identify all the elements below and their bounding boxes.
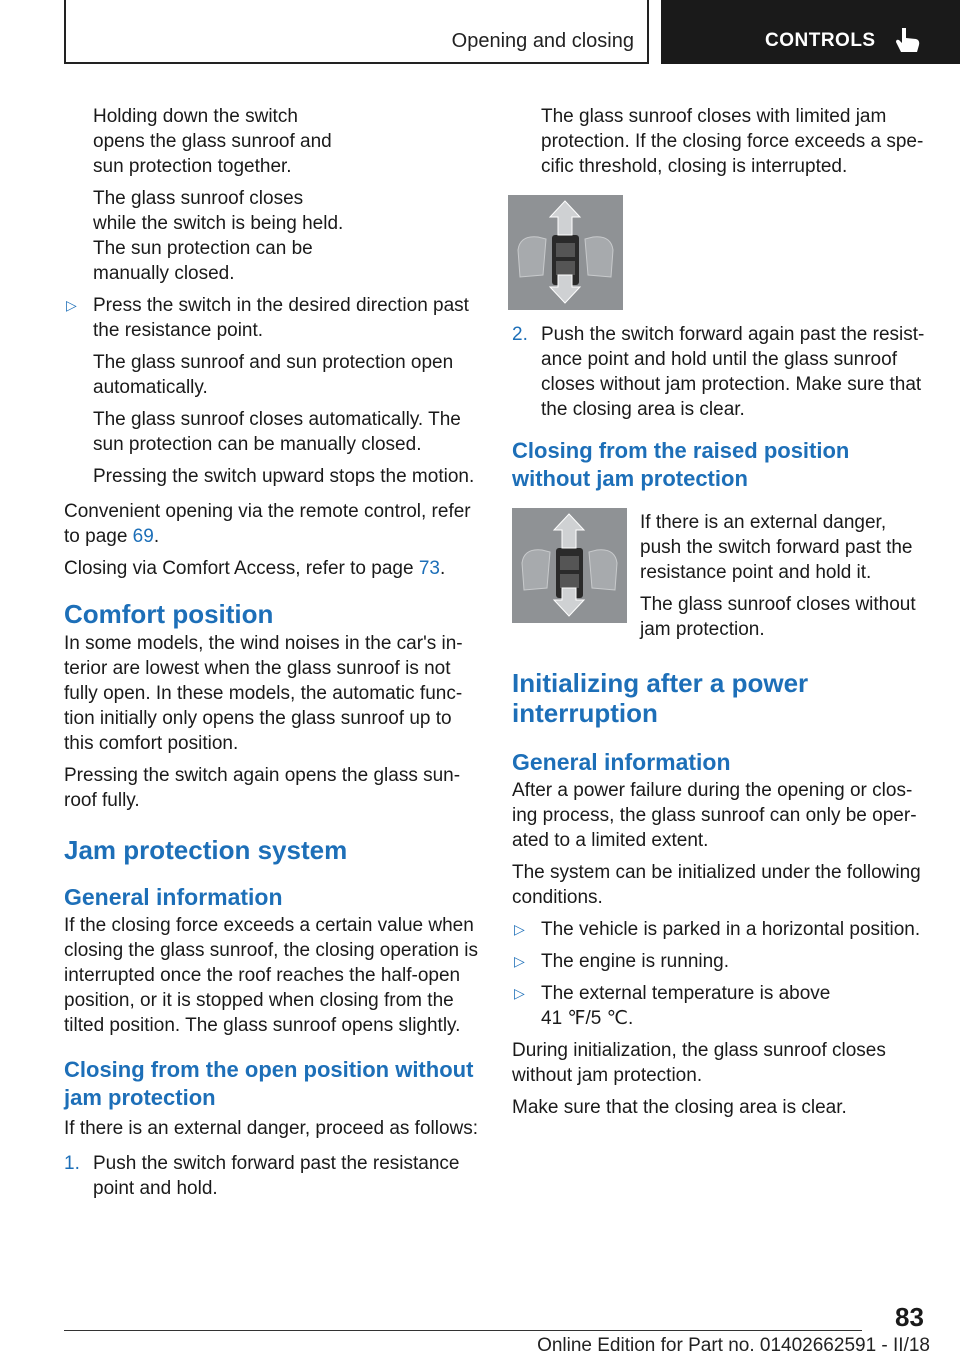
closing-open-position-heading: Closing from the open position without jam protection bbox=[64, 1057, 474, 1110]
raised-paragraph-2: The glass sunroof closes without jam protection. bbox=[640, 594, 916, 640]
page-link-73[interactable]: 73 bbox=[418, 558, 440, 579]
during-initialization-paragraph: During initialization, the glass sunroof closes without jam protection. bbox=[512, 1040, 886, 1086]
text-line: while the switch is being held. bbox=[93, 213, 344, 234]
condition-text: The external temperature is above 41 ℉/5 ℃. bbox=[541, 983, 831, 1029]
text-line: opens the glass sunroof and bbox=[93, 131, 332, 152]
general-information-heading: General information bbox=[64, 884, 283, 910]
condition-item bbox=[512, 917, 930, 942]
general-information-heading: General information bbox=[512, 749, 731, 775]
closing-raised-position-heading: Closing from the raised position without jam protection bbox=[512, 438, 850, 491]
step-number: 1. bbox=[64, 1153, 80, 1174]
bullet-text: Pressing the switch upward stops the motion. bbox=[93, 466, 475, 487]
text-line: The glass sunroof closes bbox=[93, 188, 304, 209]
initializing-heading: Initializing after a power interruption bbox=[512, 668, 809, 728]
bullet-text: Press the switch in the desired direction past the resistance point. bbox=[93, 295, 469, 341]
sunroof-switch-illustration bbox=[512, 508, 627, 623]
footer-divider bbox=[64, 1330, 862, 1331]
text-line: Holding down the switch bbox=[93, 106, 298, 127]
general-information-paragraph: If the closing force exceeds a certain value when closing the glass sunroof, the closing operation is interrupted once the roof reaches the half-open position, or it is stopped when closing from the tilted position. The glass sunroof opens slightly. bbox=[64, 915, 479, 1036]
header-chapter-title: CONTROLS bbox=[765, 30, 876, 51]
comfort-access-text: Closing via Comfort Access, refer to page bbox=[64, 558, 419, 579]
external-danger-paragraph: If there is an external danger, proceed as follows: bbox=[64, 1118, 479, 1139]
condition-text: The engine is running. bbox=[541, 951, 730, 972]
bullet-text: The glass sunroof closes automatically. The sun protection can be manually closed. bbox=[93, 409, 461, 455]
bullet-text: The glass sunroof and sun protection open automatically. bbox=[93, 352, 454, 398]
left-column bbox=[64, 104, 484, 1208]
comfort-position-heading: Comfort position bbox=[64, 599, 274, 629]
power-failure-paragraph: After a power failure during the opening or closing process, the glass sunroof can only be operated to a limited extent. bbox=[512, 780, 917, 851]
closing-area-paragraph: Make sure that the closing area is clear. bbox=[512, 1097, 847, 1118]
remote-reference: Convenient opening via the remote control, refer to page 69. bbox=[64, 501, 471, 547]
text-line: sun protection together. bbox=[93, 156, 292, 177]
jam-protection-heading: Jam protection system bbox=[64, 835, 348, 865]
intro-paragraph-1 bbox=[64, 104, 484, 179]
pointing-hand-icon bbox=[892, 26, 922, 54]
conditions-paragraph: The system can be initialized under the following conditions. bbox=[512, 862, 921, 908]
text-line: manually closed. bbox=[93, 263, 235, 284]
page-link-69[interactable]: 69 bbox=[132, 526, 154, 547]
condition-text: The vehicle is parked in a horizontal position. bbox=[541, 919, 921, 940]
comfort-paragraph-1: In some models, the wind noises in the car's interior are lowest when the glass sunroof is not fully open. In these models, the automatic function initially only opens the glass sunroof up to this comfort position. bbox=[64, 633, 463, 754]
raised-position-text bbox=[640, 510, 930, 649]
text-line: The sun protection can be bbox=[93, 238, 313, 259]
step-number: 2. bbox=[512, 324, 528, 345]
triangle-bullet-icon: ▷ bbox=[66, 297, 77, 313]
comfort-paragraph-2: Pressing the switch again opens the glass sunroof fully. bbox=[64, 765, 461, 811]
header-section-title: Opening and closing bbox=[451, 30, 634, 52]
triangle-bullet-icon: ▷ bbox=[514, 953, 525, 969]
step-item bbox=[512, 322, 928, 422]
intro-paragraph-2 bbox=[64, 186, 484, 286]
triangle-bullet-icon: ▷ bbox=[514, 985, 525, 1001]
switch-graphic bbox=[512, 508, 627, 623]
comfort-access-reference: Closing via Comfort Access, refer to page 73. bbox=[64, 558, 446, 579]
raised-paragraph-1: If there is an external danger, push the switch forward past the resistance point and hold it. bbox=[640, 512, 913, 583]
footer-edition: Online Edition for Part no. 01402662591 - II/18 bbox=[537, 1335, 930, 1356]
page-number: 83 bbox=[895, 1302, 924, 1332]
step-text: Push the switch forward past the resistance point and hold. bbox=[93, 1153, 460, 1199]
condition-item bbox=[512, 981, 930, 1031]
sunroof-switch-illustration bbox=[508, 195, 623, 310]
switch-graphic bbox=[508, 195, 623, 310]
initializing-section bbox=[512, 668, 930, 1127]
remote-text: Convenient opening via the remote control, refer to page bbox=[64, 501, 471, 547]
step-text: Push the switch forward again past the resistance point and hold until the glass sunroof closes without jam protection. Make sure that the closing area is clear. bbox=[541, 324, 925, 420]
bullet-item bbox=[64, 293, 484, 489]
right-column bbox=[512, 104, 928, 186]
right-column-lower bbox=[512, 322, 928, 493]
step-item bbox=[64, 1151, 484, 1201]
condition-item bbox=[512, 949, 930, 974]
limited-jam-paragraph: The glass sunroof closes with limited jam protection. If the closing force exceeds a specific threshold, closing is interrupted. bbox=[541, 106, 924, 177]
triangle-bullet-icon: ▷ bbox=[514, 921, 525, 937]
